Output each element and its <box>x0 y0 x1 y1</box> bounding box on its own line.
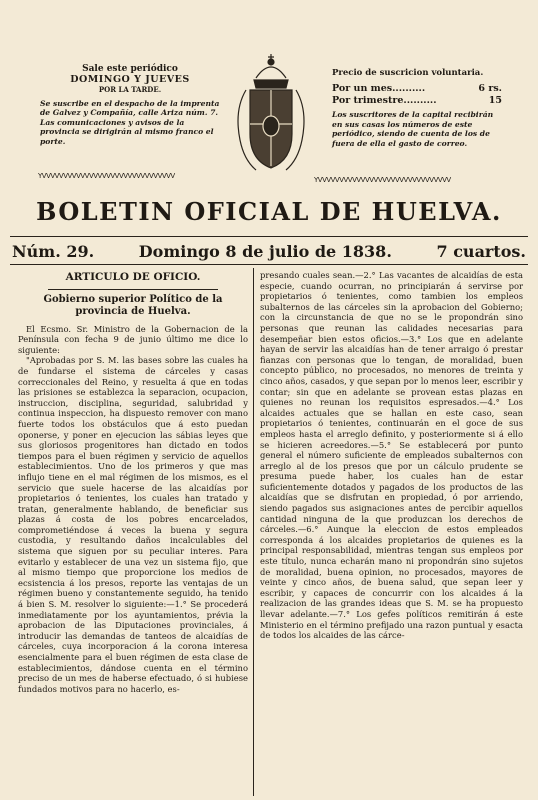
divider-top <box>10 236 528 237</box>
article-paragraph: presando cuales sean.—2.° Las vacantes de alcaidías de esta especie, cuando ocurran, no principiarán á servirse por propietarios ó tenientes, como tambien los empleos subalternos de las cárceles sin la aprobacion del Gobierno; con la circunstancia de que no se le propondrán sino personas que reunan las calidades necesarias para desempeñar bien estos oficios.—3.° Los que en adelante hayan de servir las alcaidías han de tener arraigo ó prestar fianzas con personas que lo tengan, de moralidad, buen concepto público, no procesados, no menores de treinta y cinco años, casados, y que sepan por lo menos leer, escribir y contar; sin que en adelante se provean estas plazas en quienes no reunan los requisitos espresados.—4.° Los alcaides actuales que se hallan en este caso, sean propietarios ó tenientes, continuarán en el goce de sus empleos hasta el arreglo definito, y posteriormente si á ello se hicieren acreedores.—5.° Se establecerá por punto general el número suficiente de empleados subalternos con arreglo al de los presos que por un cálculo prudente se presuma puede haber, los cuales han de estar suficientemente dotados y pagados de los productos de las alcaidías que se disfrutan en propiedad, ó por arriendo, siendo pagados sus asignaciones antes de percibir aquellos cantidad ninguna de la que produzcan los derechos de cárceles.—6.° Aunque la eleccion de estos empleados corresponda á los alcaides propietarios de quienes es la principal responsabilidad, mientras tengan sus empleos por este título, nunca echarán mano ni propondrán sino sujetos de moralidad, buena opinion, no procesados, mayores de veinte y cinco años, de buena salud, que sepan leer y escribir, y capaces de concurrir con los alcaides á la realizacion de las grandes ideas que S. M. se ha propuesto llevar adelante.—7.° Los gefes políticos remitirán á este Ministerio en el término prefijado una razon puntual y esacta de todos los alcaides de las cárce- <box>260 270 523 641</box>
subscriber-delivery-text: Los suscritores de la capital recibirán en sus casas los números de este periódico, siendo de cuenta de los de fuera de ella el gasto de correo. <box>332 110 494 148</box>
masthead-title: BOLETIN OFICIAL DE HUELVA. <box>36 197 502 226</box>
price-quarter-label: Por trimestre.......... <box>332 95 437 106</box>
publication-time: POR LA TARDE. <box>98 85 162 94</box>
article-paragraph: El Ecsmo. Sr. Ministro de la Gobernacion de la Península con fecha 9 de junio último me dice lo siguiente: <box>18 323 248 355</box>
publication-days: DOMINGO Y JUEVES <box>70 73 190 85</box>
divider-bottom <box>10 264 528 265</box>
price-quarter-value: 15 <box>488 95 502 106</box>
header-right-box <box>332 68 502 148</box>
issue-date: Domingo 8 de julio de 1838. <box>138 242 392 261</box>
price-month-label: Por un mes.......... <box>332 83 426 94</box>
price-quarter-row <box>332 96 502 106</box>
issue-number: Núm. 29. <box>12 242 95 261</box>
publication-schedule-line: Sale este periódico <box>82 64 178 74</box>
subscription-address-text: Se suscribe en el despacho de la imprenta de Galvez y Compañía, calle Ariza núm. 7. Las comunicaciones y avisos de la provincia se dirigirán al mismo franco el porte. <box>40 98 220 146</box>
royal-coat-of-arms-icon <box>226 50 316 176</box>
header-left-box <box>40 64 220 146</box>
price-month-row <box>332 84 502 94</box>
subscription-price-title: Precio de suscricion voluntaria. <box>332 68 484 78</box>
issue-price: 7 cuartos. <box>436 242 526 261</box>
column-divider <box>253 268 254 796</box>
column-right <box>260 270 523 641</box>
section-heading: ARTICULO DE OFICIO. <box>65 271 201 283</box>
column-left <box>18 270 248 694</box>
article-paragraph: "Aprobadas por S. M. las bases sobre las cuales ha de fundarse el sistema de cárceles y casas correccionales del Reino, y resuelta á que en todas las prisiones se establezca la separacion, ocupacion, instruccion, disciplina, seguridad, salubridad y continua inspeccion, ha dispuesto remover con mano fuerte todos los obstáculos que á esto puedan oponerse, y poner en ejecucion las sábias leyes que sus gloriosos progenitores han dictado en todos tiempos para el buen régimen y servicio de aquellos establecimientos. Uno de los primeros y que mas influjo tiene en el mal régimen de los mismos, es el servicio que suele hacerse de las alcaidías por propietarios ó tenientes, los cuales han tratado y tratan, generalmente hablando, de beneficiar sus plazas á costa de los pobres encarcelados, comprometiéndose á veces la buena y segura custodia, y resultando daños incalculables del sistema que siguen por su peculiar interes. Para evitarlo y establecer de una vez un sistema fijo, que al mismo tiempo que proporcione los medios de ecsistencia á los presos, reporte las ventajas de un régimen bueno y constantemente seguido, ha tenido á bien S. M. resolver lo siguiente:—1.° Se procederá inmediatamente por los ayuntamientos, prévia la aprobacion de las Diputaciones provinciales, á introducir las demandas de tanteos de alcaidías de cárceles, cuya incorporacion á la corona interesa esencialmente para el buen régimen de esta clase de establecimientos, dándose cuenta en el término preciso de un mes de haberse efectuado, ó si hubiese fundados motivos para no hacerlo, es- <box>18 355 248 694</box>
section-rule <box>48 289 218 290</box>
ornament-right: YVVVVVVVVVVVVVVVVVVVVVVVVVVVVVVV <box>314 176 451 184</box>
dateline <box>12 242 526 261</box>
ornament-left: YVVVVVVVVVVVVVVVVVVVVVVVVVVVVVVV <box>38 172 175 180</box>
article-subheading: Gobierno superior Político de la provincia de Huelva. <box>43 293 223 317</box>
price-month-value: 6 rs. <box>478 83 502 94</box>
